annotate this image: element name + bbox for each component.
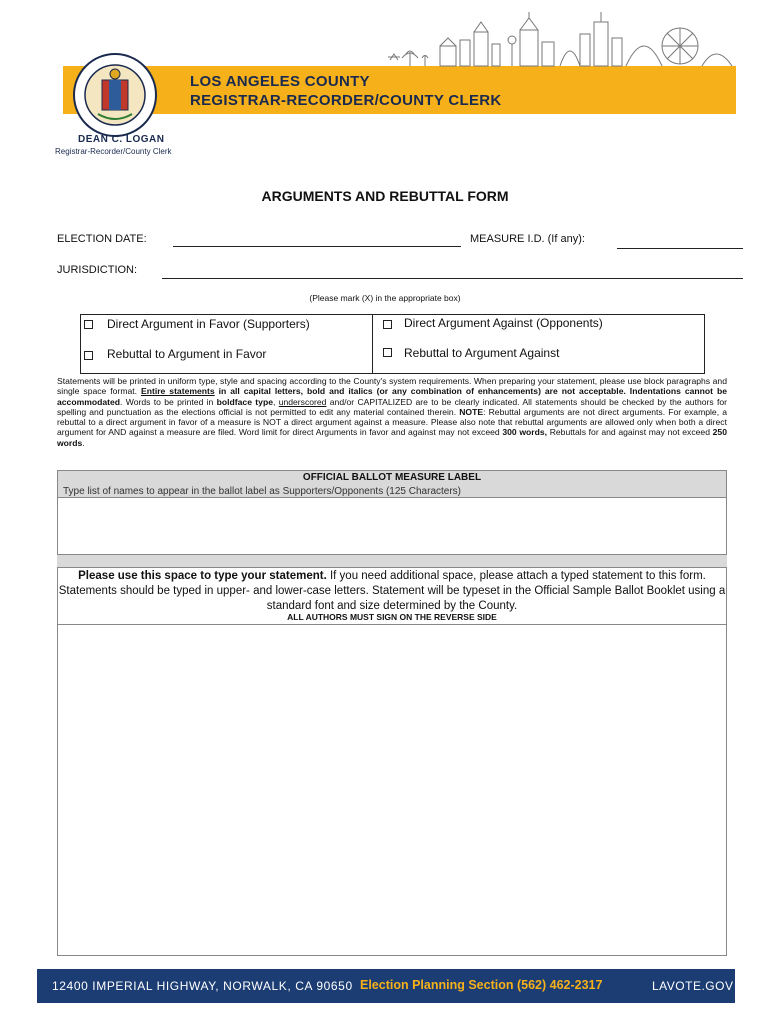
instructions-paragraph: Statements will be printed in uniform type, style and spacing according to the County's system requirements. When preparing your statement, please use block paragraphs and single space format. Entire statements in all capital letters, bold and italics (or any combination of enhancements) are not acceptable. Indentations cannot be accommodated. Words to be printed in boldface type, underscored and/or CAPITALIZED are to be clearly indicated. All statements should be checked by the authors for spelling and punctuation as the elections official is not permitted to edit any material contained therein. NOTE: Rebuttal arguments are not direct arguments. For example, a rebuttal to a direct argument in favor of a measure is NOT a direct argument against a measure. Please also note that rebuttal arguments are allowed only when both a direct argument for AND against a measure are filed. Word limit for direct Arguments in favor and against may not exceed 300 words, Rebuttals for and against may not exceed 250 words. xyxy=(57,376,728,448)
org-name-line2: REGISTRAR-RECORDER/COUNTY CLERK xyxy=(190,92,502,109)
checkbox-direct-against[interactable] xyxy=(383,320,392,329)
mark-note: (Please mark (X) in the appropriate box) xyxy=(309,293,461,303)
statement-input-area[interactable] xyxy=(58,626,726,954)
option-direct-against-label: Direct Argument Against (Opponents) xyxy=(404,316,603,330)
statement-divider xyxy=(57,624,727,625)
option-rebuttal-against-label: Rebuttal to Argument Against xyxy=(404,346,560,360)
footer-address: 12400 IMPERIAL HIGHWAY, NORWALK, CA 90650 xyxy=(52,979,353,993)
jurisdiction-label: JURISDICTION: xyxy=(57,264,138,276)
election-date-field[interactable] xyxy=(173,246,461,247)
table-separator-band xyxy=(57,554,727,568)
checkbox-rebuttal-against[interactable] xyxy=(383,348,392,357)
measure-id-field[interactable] xyxy=(617,248,743,249)
official-title: Registrar-Recorder/County Clerk xyxy=(55,147,172,156)
city-skyline-illustration xyxy=(380,10,736,68)
ballot-label-heading: OFFICIAL BALLOT MEASURE LABEL xyxy=(302,472,482,483)
argument-type-divider xyxy=(372,314,373,374)
ballot-label-subheading: Type list of names to appear in the ballot label as Supporters/Opponents (125 Characters) xyxy=(63,486,462,497)
form-title: ARGUMENTS AND REBUTTAL FORM xyxy=(261,188,509,204)
footer-section-phone: Election Planning Section (562) 462-2317 xyxy=(360,978,603,992)
footer-website[interactable]: LAVOTE.GOV xyxy=(652,979,734,993)
option-direct-favor-label: Direct Argument in Favor (Supporters) xyxy=(107,317,310,331)
county-seal-logo xyxy=(72,52,158,138)
authors-sign-note: ALL AUTHORS MUST SIGN ON THE REVERSE SIDE xyxy=(287,612,497,622)
election-date-label: ELECTION DATE: xyxy=(57,233,147,245)
jurisdiction-field[interactable] xyxy=(162,278,743,279)
ballot-label-input-area[interactable] xyxy=(58,499,726,553)
statement-instructions: Please use this space to type your statement. If you need additional space, please attach a typed statement to this form. Statements should be typed in upper- and lower-case letters. Statement will be typeset in the Official Sample Ballot Booklet using a standard font and size determined by the County. xyxy=(58,570,726,612)
measure-id-label: MEASURE I.D. (If any): xyxy=(470,233,585,245)
official-name: DEAN C. LOGAN xyxy=(78,134,165,145)
org-name-line1: LOS ANGELES COUNTY xyxy=(190,73,370,90)
checkbox-direct-favor[interactable] xyxy=(84,320,93,329)
option-rebuttal-favor-label: Rebuttal to Argument in Favor xyxy=(107,347,267,361)
checkbox-rebuttal-favor[interactable] xyxy=(84,351,93,360)
